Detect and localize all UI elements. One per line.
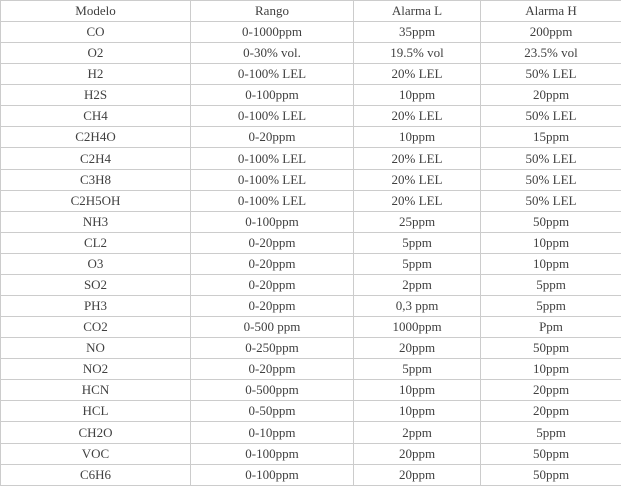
table-cell: 0-500ppm [191, 380, 354, 401]
table-cell: 20% LEL [354, 106, 481, 127]
table-cell: 2ppm [354, 422, 481, 443]
table-row [1, 380, 621, 401]
column-header-modelo: Modelo [1, 1, 191, 22]
table-cell: 2ppm [354, 274, 481, 295]
table-cell: 0-100% LEL [191, 106, 354, 127]
table-cell: 20ppm [354, 464, 481, 485]
table-cell: 50% LEL [481, 169, 621, 190]
table-cell: 5ppm [481, 422, 621, 443]
table-cell: O3 [1, 253, 191, 274]
table-row [1, 169, 621, 190]
table-cell: 20ppm [481, 401, 621, 422]
table-cell: 15ppm [481, 127, 621, 148]
table-cell: C2H5OH [1, 190, 191, 211]
table-cell: 0-20ppm [191, 359, 354, 380]
table-cell: Ppm [481, 317, 621, 338]
table-cell: 0-100ppm [191, 443, 354, 464]
table-cell: 50% LEL [481, 190, 621, 211]
table-cell: 0-20ppm [191, 274, 354, 295]
table-row [1, 211, 621, 232]
column-header-alarma-h: Alarma H [481, 1, 621, 22]
table-cell: C3H8 [1, 169, 191, 190]
table-row [1, 317, 621, 338]
table-cell: C2H4O [1, 127, 191, 148]
table-row [1, 64, 621, 85]
table-cell: 50% LEL [481, 64, 621, 85]
table-cell: 0-250ppm [191, 338, 354, 359]
table-cell: C6H6 [1, 464, 191, 485]
column-header-rango: Rango [191, 1, 354, 22]
table-row [1, 232, 621, 253]
table-cell: VOC [1, 443, 191, 464]
table-cell: 50ppm [481, 464, 621, 485]
table-cell: 0-100ppm [191, 85, 354, 106]
table-cell: 1000ppm [354, 317, 481, 338]
table-row [1, 43, 621, 64]
table-cell: HCL [1, 401, 191, 422]
table-cell: 10ppm [354, 85, 481, 106]
table-header-row [1, 1, 621, 22]
table-cell: SO2 [1, 274, 191, 295]
table-row [1, 85, 621, 106]
table-cell: 0-50ppm [191, 401, 354, 422]
table-row [1, 443, 621, 464]
table-cell: 0-100% LEL [191, 148, 354, 169]
table-cell: 23.5% vol [481, 43, 621, 64]
table-row [1, 464, 621, 485]
table-cell: 5ppm [354, 253, 481, 274]
table-cell: H2S [1, 85, 191, 106]
table-cell: 0-100% LEL [191, 169, 354, 190]
table-cell: 0-1000ppm [191, 22, 354, 43]
table-row [1, 106, 621, 127]
table-cell: 0-10ppm [191, 422, 354, 443]
table-cell: PH3 [1, 296, 191, 317]
table-cell: 20% LEL [354, 190, 481, 211]
table-cell: CL2 [1, 232, 191, 253]
column-header-alarma-l: Alarma L [354, 1, 481, 22]
table-row [1, 190, 621, 211]
table-cell: 0-20ppm [191, 232, 354, 253]
table-row [1, 338, 621, 359]
table-cell: 5ppm [481, 274, 621, 295]
table-cell: 5ppm [354, 359, 481, 380]
table-cell: 50% LEL [481, 148, 621, 169]
table-cell: CH4 [1, 106, 191, 127]
table-cell: 0,3 ppm [354, 296, 481, 317]
table-row [1, 359, 621, 380]
table-cell: 20% LEL [354, 169, 481, 190]
table-row [1, 22, 621, 43]
table-cell: CO2 [1, 317, 191, 338]
table-cell: O2 [1, 43, 191, 64]
table-cell: 0-500 ppm [191, 317, 354, 338]
table-cell: 200ppm [481, 22, 621, 43]
table-cell: 5ppm [481, 296, 621, 317]
table-cell: 0-20ppm [191, 253, 354, 274]
table-cell: 20ppm [354, 338, 481, 359]
table-cell: 10ppm [481, 359, 621, 380]
table-cell: 0-100ppm [191, 464, 354, 485]
table-row [1, 253, 621, 274]
table-row [1, 422, 621, 443]
table-cell: 19.5% vol [354, 43, 481, 64]
table-cell: C2H4 [1, 148, 191, 169]
table-row [1, 148, 621, 169]
table-row [1, 127, 621, 148]
table-row [1, 296, 621, 317]
table-cell: HCN [1, 380, 191, 401]
table-cell: NH3 [1, 211, 191, 232]
table-cell: 25ppm [354, 211, 481, 232]
table-cell: 20% LEL [354, 64, 481, 85]
table-row [1, 274, 621, 295]
table-cell: CH2O [1, 422, 191, 443]
table-cell: 0-30% vol. [191, 43, 354, 64]
table-cell: 50ppm [481, 443, 621, 464]
table-body [1, 22, 621, 486]
table-cell: 0-100% LEL [191, 190, 354, 211]
table-cell: 50% LEL [481, 106, 621, 127]
table-cell: 50ppm [481, 211, 621, 232]
table-cell: 10ppm [354, 401, 481, 422]
table-cell: 10ppm [481, 253, 621, 274]
table-row [1, 401, 621, 422]
table-cell: 10ppm [481, 232, 621, 253]
table-cell: 20ppm [354, 443, 481, 464]
table-cell: 0-100% LEL [191, 64, 354, 85]
table-cell: H2 [1, 64, 191, 85]
table-cell: 5ppm [354, 232, 481, 253]
table-cell: 0-20ppm [191, 127, 354, 148]
table-cell: 50ppm [481, 338, 621, 359]
table-cell: 20ppm [481, 380, 621, 401]
table-cell: 0-100ppm [191, 211, 354, 232]
table-cell: NO2 [1, 359, 191, 380]
table-cell: 10ppm [354, 127, 481, 148]
table-cell: NO [1, 338, 191, 359]
table-cell: 20% LEL [354, 148, 481, 169]
table-cell: 10ppm [354, 380, 481, 401]
table-cell: 20ppm [481, 85, 621, 106]
table-header [1, 1, 621, 22]
table-cell: 0-20ppm [191, 296, 354, 317]
table-cell: 35ppm [354, 22, 481, 43]
table-cell: CO [1, 22, 191, 43]
